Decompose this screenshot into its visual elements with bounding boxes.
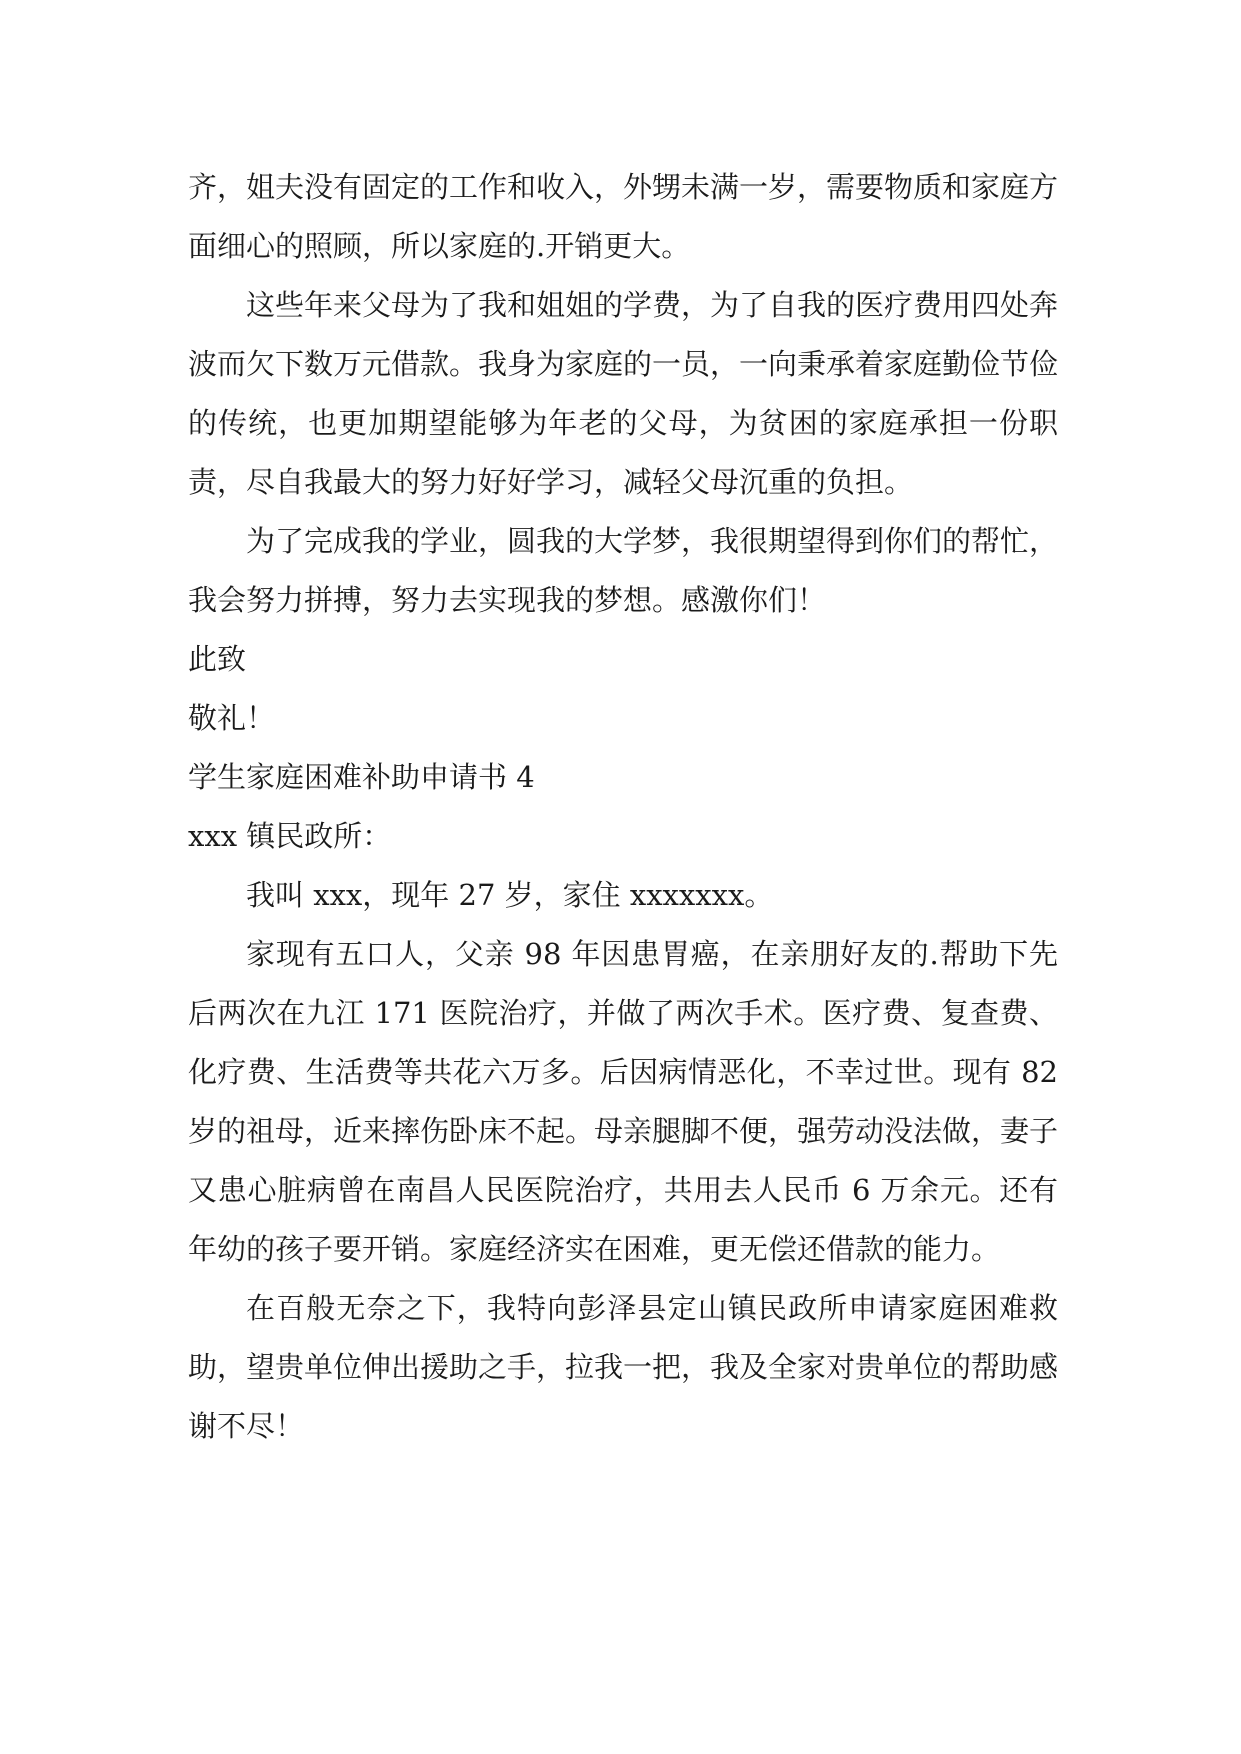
paragraph-gratitude: 为了完成我的学业，圆我的大学梦，我很期望得到你们的帮忙，我会努力拼搏，努力去实现我的梦想。感激你们！ (188, 524, 1059, 617)
closing-regards: 敬礼！ (188, 701, 276, 735)
paragraph-family-situation: 家现有五口人，父亲 98 年因患胃癌，在亲朋好友的.帮助下先后两次在九江 171 医院治疗，并做了两次手术。医疗费、复查费、化疗费、生活费等共花六万多。后因病情恶化，不幸过世。现有 82 岁的祖母，近来摔伤卧床不起。母亲腿脚不便，强劳动没法做，妻子又患心脏病曾在南昌人民医院治疗，共用去人民币 6 万余元。还有年幼的孩子要开销。家庭经济实在困难，更无偿还借款的能力。 (188, 937, 1059, 1266)
paragraph-debts: 这些年来父母为了我和姐姐的学费，为了自我的医疗费用四处奔波而欠下数万元借款。我身为家庭的一员，一向秉承着家庭勤俭节俭的传统，也更加期望能够为年老的父母，为贫困的家庭承担一份职责，尽自我最大的努力好好学习，减轻父母沉重的负担。 (188, 288, 1059, 499)
letter-addressee: xxx 镇民政所： (188, 819, 392, 853)
document-body (188, 158, 1058, 1456)
paragraph-introduction: 我叫 xxx，现年 27 岁，家住 xxxxxxx。 (246, 878, 774, 912)
closing-salutation: 此致 (188, 642, 247, 676)
section-title: 学生家庭困难补助申请书 4 (188, 760, 535, 794)
paragraph-family-expenses: 齐，姐夫没有固定的工作和收入，外甥未满一岁，需要物质和家庭方面细心的照顾，所以家庭的.开销更大。 (188, 170, 1059, 263)
paragraph-request: 在百般无奈之下，我特向彭泽县定山镇民政所申请家庭困难救助，望贵单位伸出援助之手，拉我一把，我及全家对贵单位的帮助感谢不尽！ (188, 1291, 1059, 1443)
